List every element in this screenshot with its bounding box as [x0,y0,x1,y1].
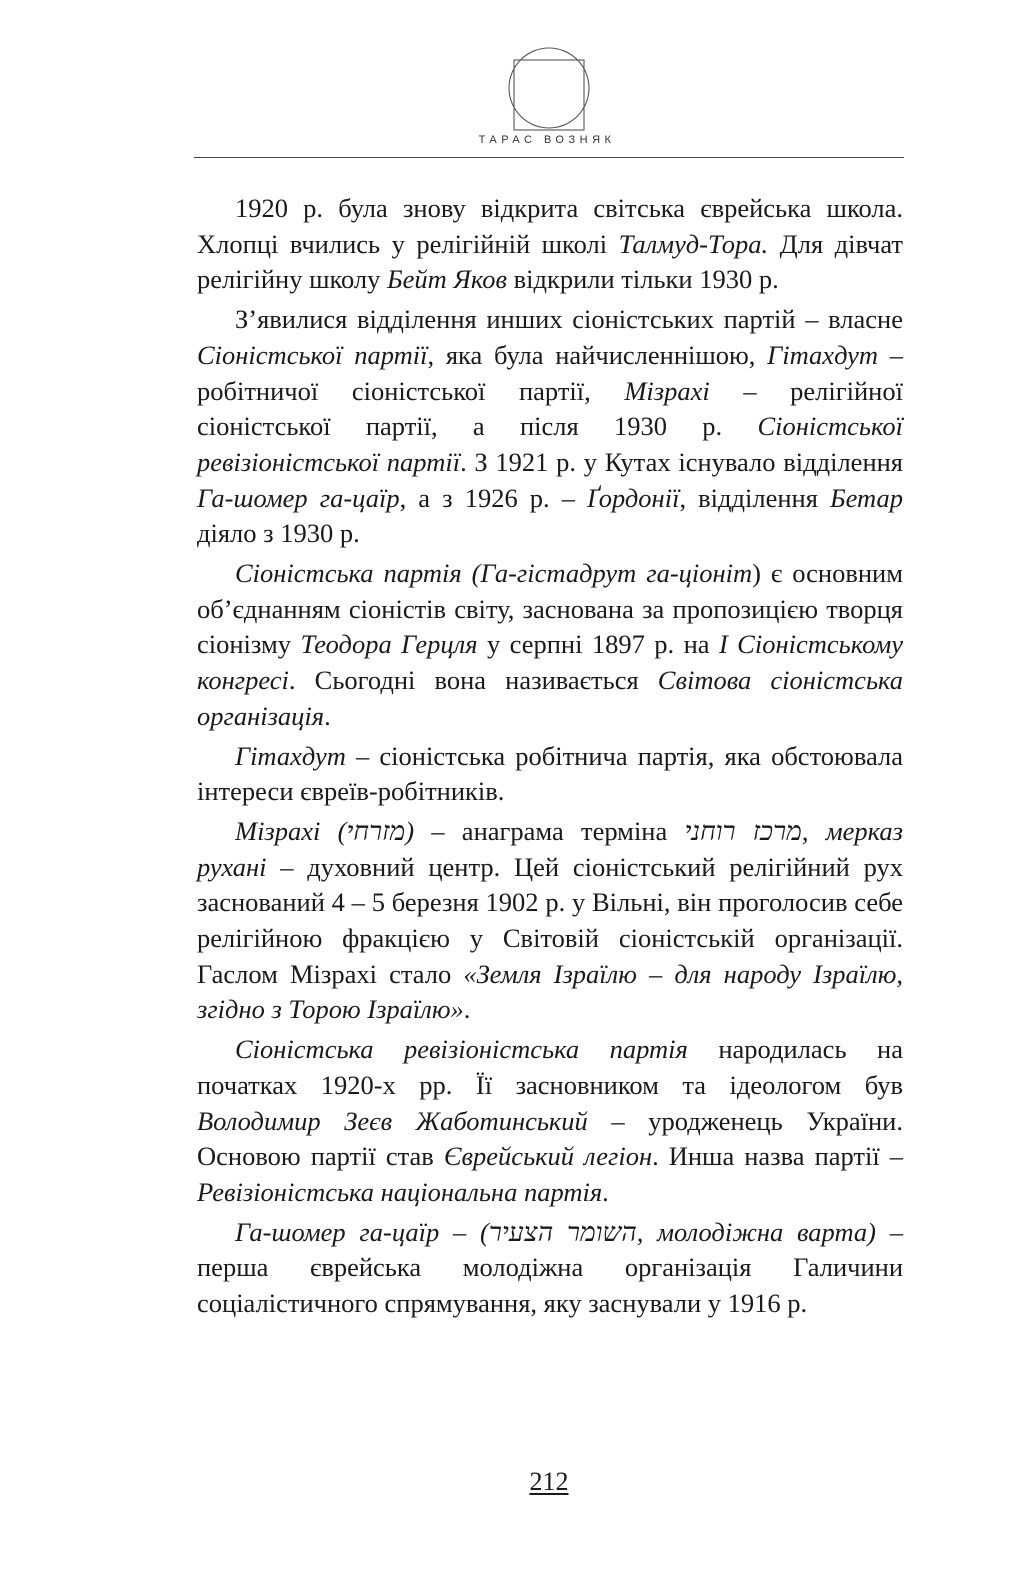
italic-run: Гітахдут [235,740,346,771]
italic-run: Сіоністської партії [197,339,428,370]
text-run: – сіоністська робітнича партія, яка обстоювала інтереси євреїв-робітників. [197,740,903,807]
text-run: – робітничої сіоністської партії, [197,339,903,406]
paragraph [197,191,903,298]
text-run: Для дівчат релігійну школу [197,228,904,295]
text-run: відкрили тільки 1930 р. [506,264,779,295]
italic-run: Мізрахі [624,375,710,406]
italic-run: Бейт Яков [387,264,507,295]
text-run: народилась на початках 1920-х рр. Її засновником та ідеологом був [197,1034,903,1100]
paragraph [197,739,903,810]
italic-run: Сіоністська партія (Га-гістадрут га-ціоніт [235,558,753,589]
text-run: . [324,700,331,731]
header-rule [194,157,904,158]
text-run: – перша єврейська молодіжна організація Галичини соціалістичного спрямування, яку заснували у 1916 р. [197,1216,903,1319]
text-run: . [463,994,471,1025]
italic-run: Ґордонії [587,482,680,513]
italic-run: Єврейський легіон [443,1141,653,1172]
italic-run: Гітахдут [767,339,879,370]
italic-run: Теодора Герцля [300,629,478,660]
text-run: . [602,1176,609,1207]
page-number: 212 [529,1467,569,1496]
italic-run: מרכז רוחני, мерказ рухані [197,815,903,882]
text-run: , відділення [679,482,830,513]
text-run: – анаграма терміна [414,815,685,846]
paragraph [197,1215,903,1322]
text-run: З’явилися відділення инших сіоністських партій – власне [235,304,903,335]
paragraph [197,1032,903,1211]
text-run: . Инша назва партії – [652,1141,903,1172]
text-run: . З 1921 р. у Кутах існувало відділення [460,446,903,477]
paragraph [197,302,903,552]
italic-run: Га-шомер га-цаїр – (השומר הצעיר, молодіжна варта) [235,1216,876,1247]
text-run: – релігійної сіоністської партії, а після 1930 р. [197,375,903,442]
italic-run: «Земля Ізраїлю – для народу Ізраїлю, згідно з Торою Ізраїлю» [197,958,904,1025]
text-run: . Сьогодні вона називається [288,665,658,696]
italic-run: Сіоністської ревізіоністської партії [197,411,903,477]
text-run: , яка була найчисленнішою, [427,339,768,370]
italic-run: Га-шомер га-цаїр [197,482,400,513]
square-circle-logo-icon [505,44,593,132]
italic-run: Ревізіоністська національна партія [197,1176,603,1207]
italic-run: Мізрахі (מזרחי) [235,815,415,846]
body-text [197,191,903,1326]
italic-run: Сіоністська ревізіоністська партія [235,1034,688,1065]
italic-run: Володимир Зеєв Жаботинський [197,1105,588,1136]
text-run: , а з 1926 р. – [399,482,588,513]
italic-run: І Сіоністському конгресі [197,629,903,696]
text-run: у серпні 1897 р. на [477,629,719,660]
text-run: – уродженець України. Основою партії став [197,1105,903,1172]
paragraph [197,556,903,735]
italic-run: Бетар [829,482,903,513]
italic-run: Світова сіоністська організація [197,665,903,731]
text-run: – духовний центр. Цей сіоністський релігійний рух заснований 4 – 5 березня 1902 р. у Вільні, він проголосив себе релігійною фракцією у Світовій сіоністській організації. Гаслом Мізрахі стало [197,851,903,989]
text-run: діяло з 1930 р. [197,518,360,549]
paragraph [197,814,903,1028]
running-head: ТАРАС ВОЗНЯК [478,134,616,146]
text-run: ) є основним об’єднанням сіоністів світу, заснована за пропозицією творця сіонізму [197,558,904,660]
italic-run: Талмуд-Тора. [618,228,769,259]
text-run: 1920 р. була знову відкрита світська єврейська школа. Хлопці вчились у релігійній школі [197,193,903,259]
